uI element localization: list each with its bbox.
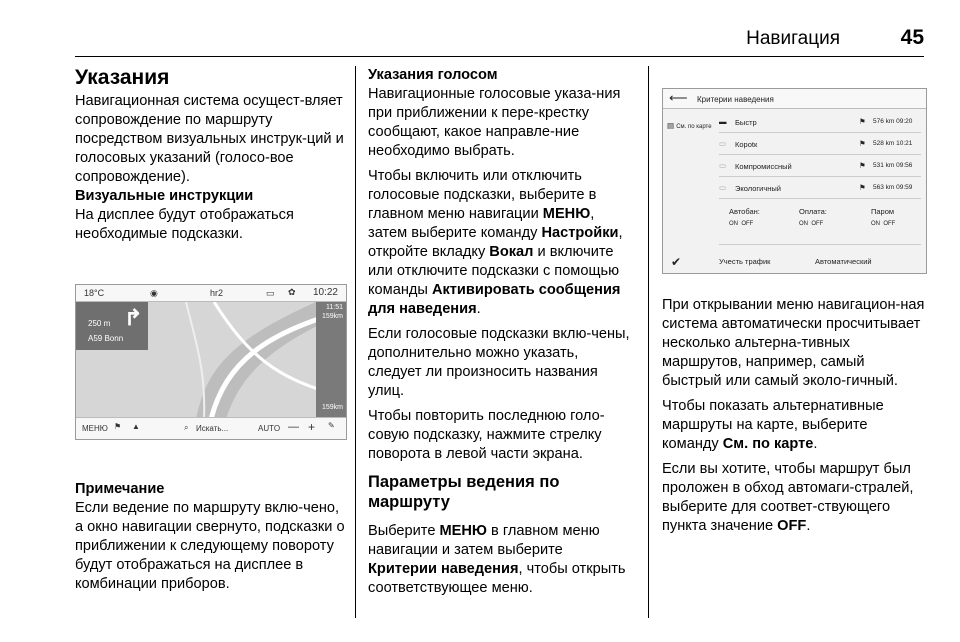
turn-distance: 250 m [88,319,111,328]
flag-icon: ⚑ [859,161,866,170]
column-divider-1 [355,66,356,618]
nav-clock: 10:22 [312,287,338,298]
street-names-text: Если голосовые подсказки вклю-чены, дополнительно можно указать, следует ли произносить названия улиц. [368,326,630,399]
heading-route-params: Параметры ведения по маршруту [368,473,560,511]
toggle-toll[interactable]: Оплата: ON OFF [799,207,827,227]
route-row-short[interactable]: ▭ Корotк ⚑ 528 km 10:21 [719,133,921,155]
heading-voice: Указания голосом [368,67,498,83]
criteria-header [663,89,926,109]
nav-auto-button[interactable]: AUTO [258,424,281,433]
flag-icon: ⚑ [859,139,866,148]
map-view-button[interactable]: ▤ См. по карте [667,121,712,130]
header-rule [75,56,924,57]
nav-search-button[interactable]: Искать... [196,424,229,433]
route-params-text: Выберите МЕНЮ в главном меню навигации и затем выберите Критерии наведения, чтобы открыть соответствующее меню. [368,523,626,596]
nav-right-dist: 159km [321,313,343,320]
turn-panel[interactable] [76,302,148,350]
edit-icon[interactable]: ✎ [328,421,335,430]
column-3 [662,296,927,542]
toggle-ferry[interactable]: Паром ON OFF [871,207,896,227]
route-row-eco[interactable]: ▭ Экологичный ⚑ 563 km 09:59 [719,177,921,199]
page-header [0,0,960,60]
heading-visual: Визуальные инструкции [75,188,254,204]
nav-gear-icon: ✿ [288,287,296,297]
guidance-intro: Навигационная система осущест-вляет сопровождение по маршруту посредством визуальных инструк-ций и голосовых указаний (голосо-вое сопровождение). [75,93,344,185]
alt-routes-text: При открывании меню навигацион-ная система автоматически просчитывает несколько альтерна-тивных маршрутов, например, самый быстрый или самый эколо-гичный. [662,297,925,389]
column-divider-2 [648,66,649,618]
nav-menu-button[interactable]: МЕНЮ [82,424,108,433]
flag-icon[interactable]: ⚑ [114,422,122,431]
route-line-icon: ▬ [719,117,727,126]
turn-road: A59 Bonn [88,334,124,343]
voice-toggle-text: Чтобы включить или отключить голосовые подсказки, выберите в главном меню навигации МЕНЮ, затем выберите команду Настройки, откройте вкладку Вокал и включите или отключите подсказки с помощью команды Активировать сообщения для наведения. [368,168,623,317]
criteria-title: Критерии наведения [697,95,774,104]
nav-center-label: hr2 [210,288,224,298]
turn-arrow-icon: ↱ [124,305,143,330]
nav-right-time: 11:51 [326,304,343,311]
column-1 [75,66,347,250]
visual-text: На дисплее будут отображаться необходимые подсказки. [75,207,294,242]
route-row-fast[interactable]: ▬ Быстр ⚑ 576 km 09:20 [719,111,921,133]
repeat-prompt-text: Чтобы повторить последнюю голо-совую подсказку, нажмите стрелку поворота в левой части экрана. [368,408,605,462]
section-title: Навигация [746,28,840,49]
zoom-out-icon[interactable]: — [288,421,299,433]
nav-status-bar [76,285,346,302]
confirm-check-icon[interactable]: ✔ [671,255,682,269]
nav-pin-icon: ◉ [150,288,158,298]
toggle-motorway[interactable]: Автобан: ON OFF [729,207,760,227]
flag-icon: ⚑ [859,117,866,126]
back-arrow-icon[interactable]: ⟵ [669,90,688,105]
nav-lower-dist: 159km [321,404,343,411]
nav-bottom-bar [76,417,346,439]
traffic-row[interactable]: Учесть трафик Автоматический [719,257,872,266]
nav-screen-icon: ▭ [266,288,275,298]
nav-screen-image [75,284,347,440]
route-row-compromise[interactable]: ▭ Компромиссный ⚑ 531 km 09:56 [719,155,921,177]
note-heading: Примечание [75,481,165,497]
show-map-text: Чтобы показать альтернативные маршруты на карте, выберите команду См. по карте. [662,398,884,452]
zoom-in-icon[interactable]: + [308,420,316,434]
voice-text: Навигационные голосовые указа-ния при приближении к пере-крестку сообщают, какое направле-ние необходимо выбрать. [368,86,621,159]
flag-icon: ⚑ [859,183,866,192]
avoid-motorway-text: Если вы хотите, чтобы маршрут был проложен в обход автомаги-стралей, выберите для соответ-ствующего пункта значение OFF. [662,461,914,534]
route-line-icon: ▭ [719,161,727,170]
route-line-icon: ▭ [719,183,727,192]
navigation-arrow-icon[interactable]: ▲ [132,422,140,431]
route-line-icon: ▭ [719,139,727,148]
column-2 [368,66,633,604]
note-block [75,480,347,600]
heading-guidance: Указания [75,66,170,89]
search-icon: ⌕ [184,423,189,432]
nav-temp: 18°C [84,288,105,298]
page-number: 45 [900,26,924,49]
criteria-screen-image [662,88,927,274]
toggles-area [719,203,921,245]
map-icon: ▤ [667,121,675,130]
note-text: Если ведение по маршруту вклю-чено, а окно навигации свернуто, подсказки о приближении к следующему повороту будут отображаться на дисплее в комбинации приборов. [75,500,345,592]
